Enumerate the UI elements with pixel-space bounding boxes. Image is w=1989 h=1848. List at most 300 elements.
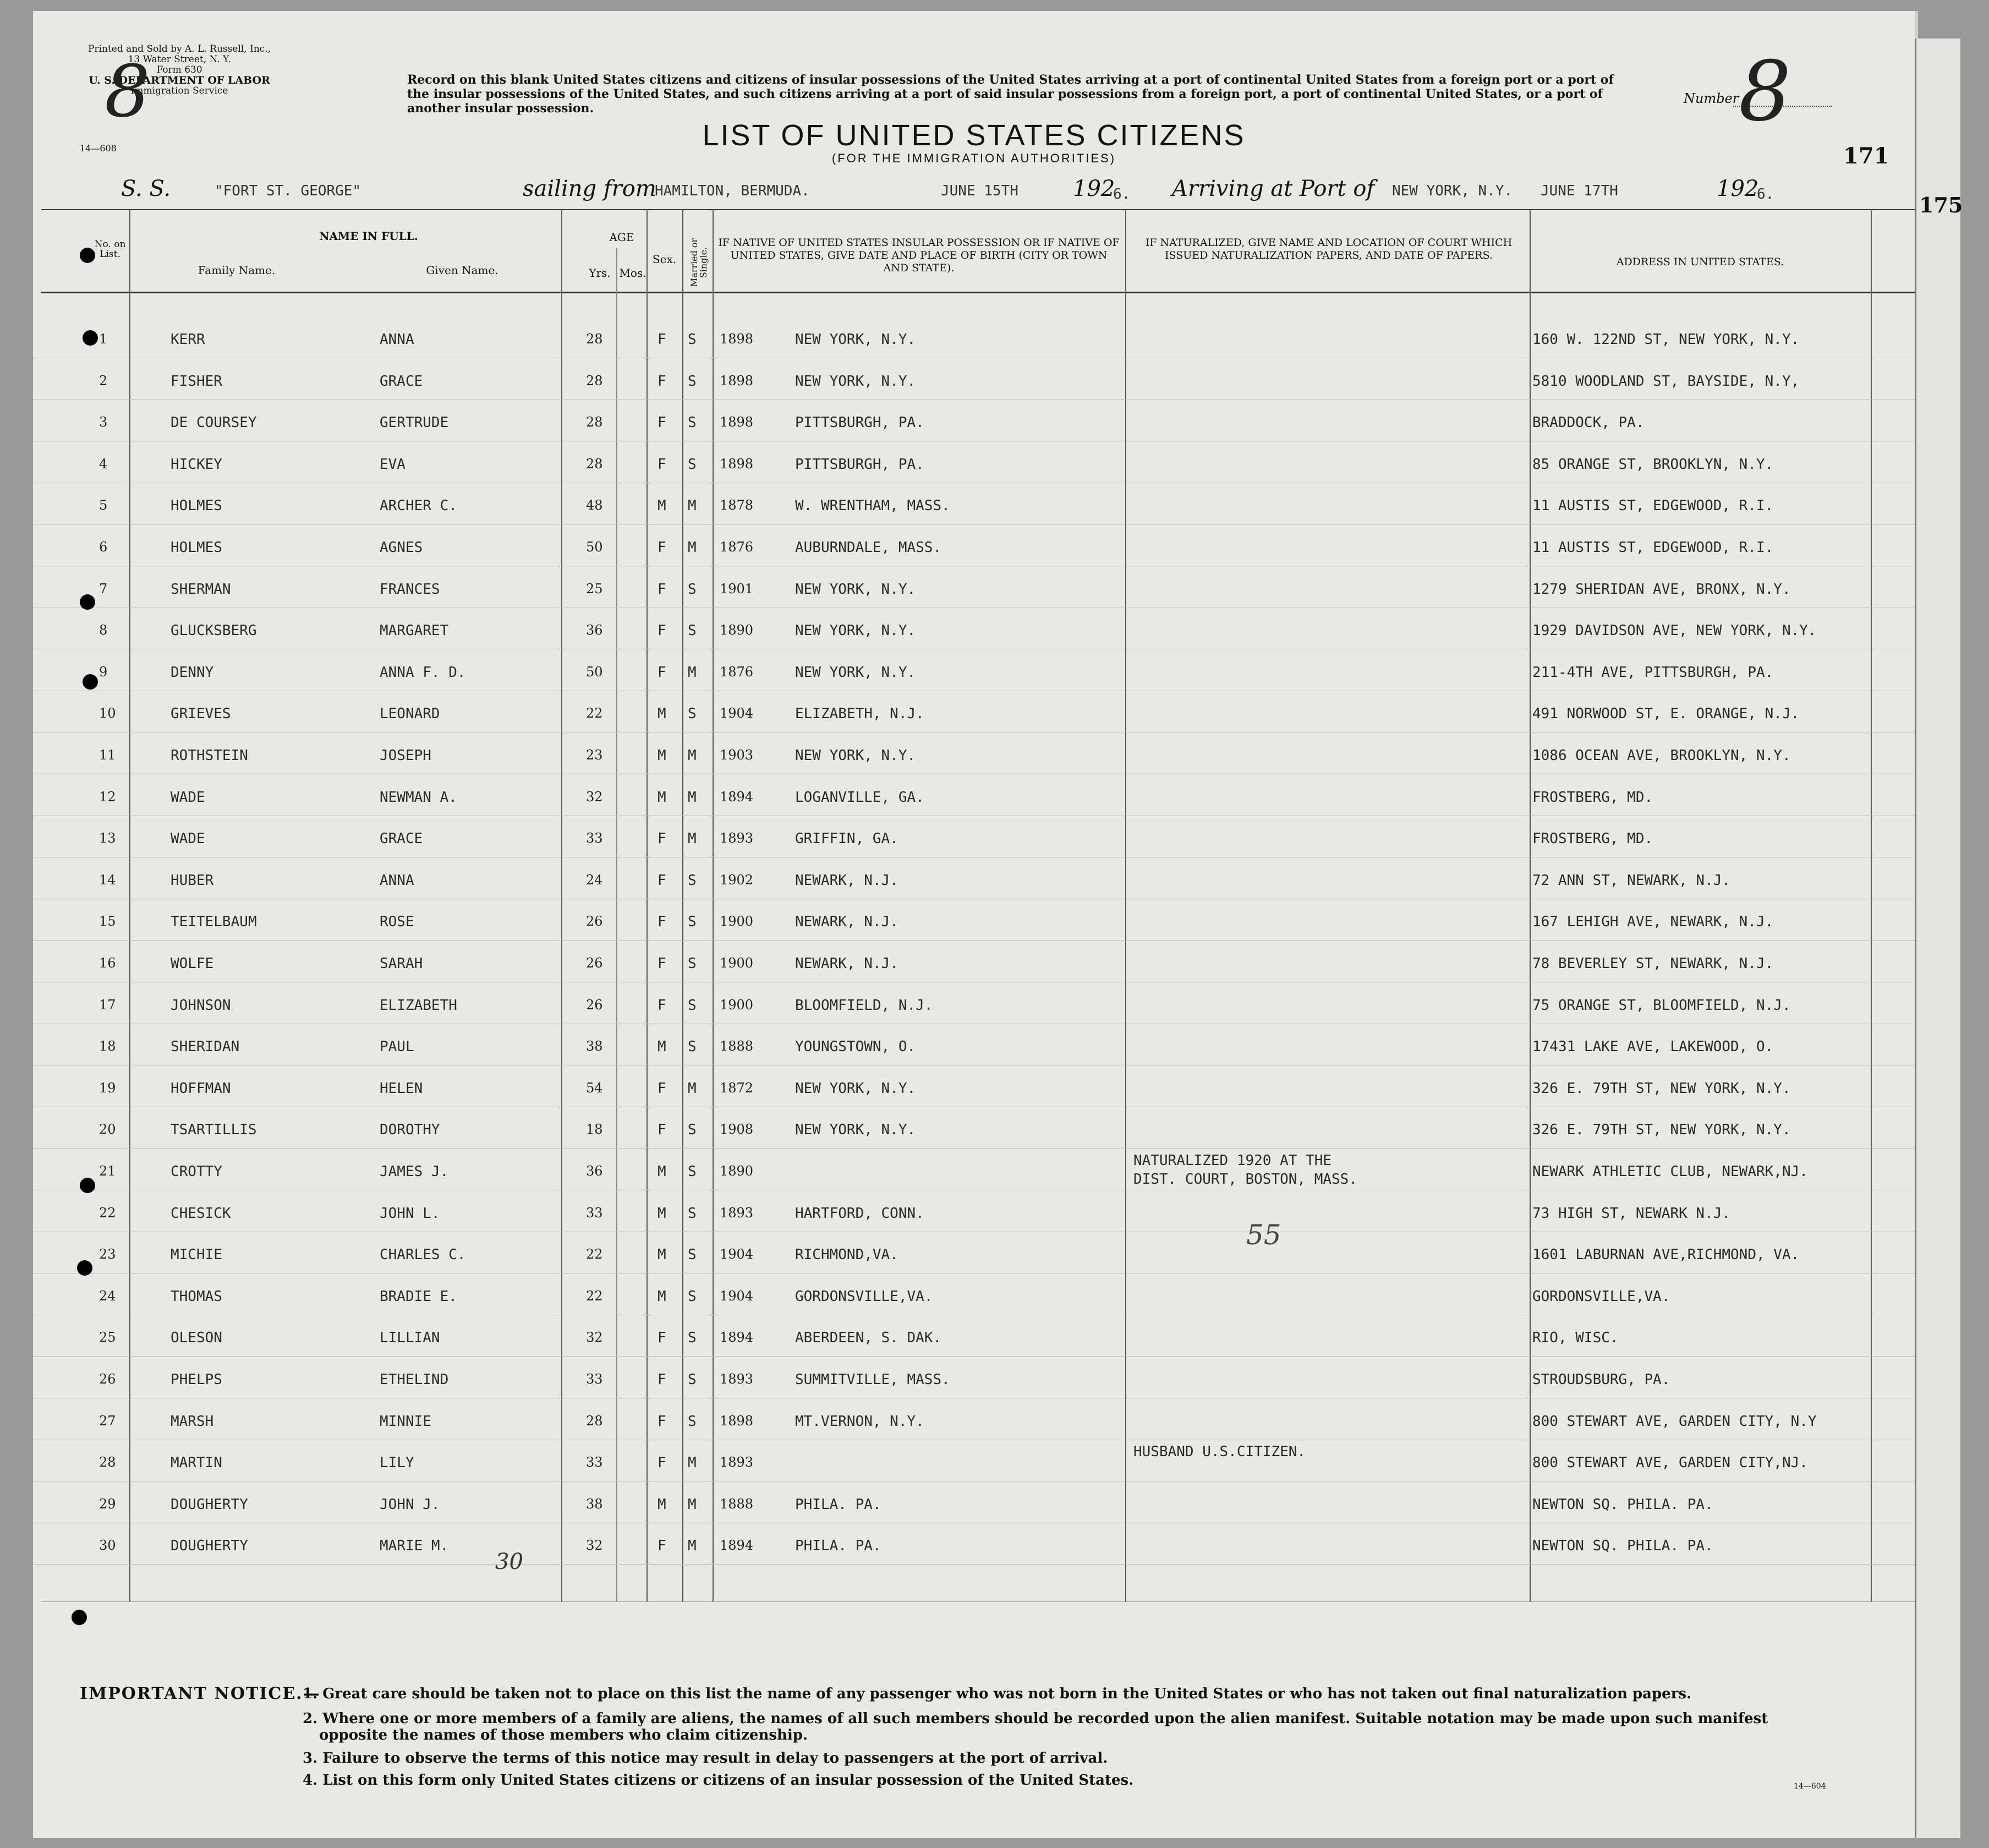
us-address: 5810 WOODLAND ST, BAYSIDE, N.Y, — [1532, 373, 1800, 390]
birth-year: 1894 — [720, 1330, 754, 1346]
us-address: 1086 OCEAN AVE, BROOKLYN, N.Y. — [1532, 747, 1791, 764]
table-row — [33, 901, 1915, 941]
us-address: 800 STEWART AVE, GARDEN CITY,NJ. — [1532, 1455, 1808, 1472]
given-name: JOHN J. — [380, 1496, 440, 1513]
age-years: 33 — [586, 830, 603, 846]
age-years: 32 — [586, 1330, 603, 1346]
family-name: HOLMES — [171, 497, 222, 515]
marital-status: S — [688, 1330, 697, 1347]
given-name: SARAH — [380, 955, 423, 972]
us-address: 17431 LAKE AVE, LAKEWOOD, O. — [1532, 1038, 1774, 1056]
sex: M — [657, 789, 666, 806]
us-address: FROSTBERG, MD. — [1532, 830, 1653, 848]
row-number: 19 — [99, 1080, 116, 1096]
table-row — [33, 1526, 1915, 1565]
us-address: 160 W. 122ND ST, NEW YORK, N.Y. — [1532, 331, 1800, 348]
us-address: NEWTON SQ. PHILA. PA. — [1532, 1538, 1713, 1555]
us-address: 326 E. 79TH ST, NEW YORK, N.Y. — [1532, 1122, 1791, 1139]
given-name: HELEN — [380, 1080, 423, 1097]
marital-status: S — [688, 373, 697, 390]
arrival-port: NEW YORK, N.Y. — [1392, 183, 1513, 199]
us-address: BRADDOCK, PA. — [1532, 414, 1645, 431]
us-address: 1929 DAVIDSON AVE, NEW YORK, N.Y. — [1532, 622, 1817, 639]
sex: F — [657, 1538, 666, 1555]
family-name: GRIEVES — [171, 706, 231, 723]
birth-place: MT.VERNON, N.Y. — [795, 1413, 924, 1430]
table-row — [33, 818, 1915, 857]
handwritten-tally: 30 — [495, 1549, 523, 1574]
given-name: MINNIE — [380, 1413, 431, 1430]
sex: F — [657, 456, 666, 473]
birth-year: 1872 — [720, 1080, 754, 1096]
col-header-no: No. on List. — [94, 239, 126, 260]
marital-status: S — [688, 1163, 697, 1180]
sex: M — [657, 747, 666, 764]
birth-place: BLOOMFIELD, N.J. — [795, 997, 933, 1014]
birth-year: 1894 — [720, 1538, 754, 1554]
col-header-sex: Sex. — [652, 253, 677, 266]
family-name: PHELPS — [171, 1371, 222, 1388]
birth-year: 1900 — [720, 914, 754, 930]
marital-status: S — [688, 955, 697, 972]
ss-label: S. S. — [121, 176, 171, 201]
col-header-birth: IF NATIVE OF UNITED STATES INSULAR POSSESSION OR IF NATIVE OF UNITED STATES, GIVE DATE AND PLACE OF BIRTH (CITY OR TOWN AND STATE). — [718, 237, 1120, 274]
given-name: ROSE — [380, 914, 414, 931]
age-years: 36 — [586, 1163, 603, 1179]
manifest-sheet — [33, 11, 1915, 1838]
birth-place: PHILA. PA. — [795, 1538, 881, 1555]
birth-place: PITTSBURGH, PA. — [795, 414, 924, 431]
us-address: 73 HIGH ST, NEWARK N.J. — [1532, 1205, 1731, 1222]
age-years: 28 — [586, 331, 603, 347]
naturalization-info: NATURALIZED 1920 AT THE DIST. COURT, BOSTON, MASS. — [1133, 1152, 1357, 1188]
birth-year: 1903 — [720, 747, 754, 763]
col-header-naturalized: IF NATURALIZED, GIVE NAME AND LOCATION OF COURT WHICH ISSUED NATURALIZATION PAPERS, AND DATE OF PAPERS. — [1145, 237, 1513, 261]
marital-status: S — [688, 706, 697, 723]
birth-place: NEW YORK, N.Y. — [795, 664, 916, 681]
header-bottom-rule — [41, 292, 1915, 293]
notice-item-1: 1. Great care should be taken not to place on this list the name of any passenger who was not born in the United States or who has not taken out final naturalization papers. — [303, 1686, 1692, 1702]
birth-place: NEW YORK, N.Y. — [795, 1080, 916, 1097]
marital-status: S — [688, 331, 697, 348]
marital-status: S — [688, 581, 697, 598]
us-address: RIO, WISC. — [1532, 1330, 1619, 1347]
sex: F — [657, 664, 666, 681]
age-years: 28 — [586, 373, 603, 389]
us-address: 11 AUSTIS ST, EDGEWOOD, R.I. — [1532, 539, 1774, 556]
table-row — [33, 1109, 1915, 1149]
sex: M — [657, 1288, 666, 1305]
printer-line: U. S. DEPARTMENT OF LABOR — [89, 74, 270, 86]
family-name: CROTTY — [171, 1163, 222, 1180]
departure-year-suffix: 6. — [1113, 186, 1131, 203]
sex: M — [657, 1163, 666, 1180]
birth-year: 1888 — [720, 1496, 754, 1512]
birth-year: 1876 — [720, 664, 754, 680]
birth-place: ABERDEEN, S. DAK. — [795, 1330, 942, 1347]
sex: F — [657, 331, 666, 348]
marital-status: M — [688, 539, 697, 556]
sex: F — [657, 1330, 666, 1347]
birth-year: 1904 — [720, 706, 754, 721]
family-name: CHESICK — [171, 1205, 231, 1222]
sex: M — [657, 1496, 666, 1513]
notice-item-2-cont: opposite the names of those members who claim citizenship. — [319, 1727, 808, 1743]
us-address: 75 ORANGE ST, BLOOMFIELD, N.J. — [1532, 997, 1791, 1014]
sex: F — [657, 955, 666, 972]
marital-status: M — [688, 1080, 697, 1097]
row-number: 20 — [99, 1122, 116, 1138]
row-number: 2 — [99, 373, 108, 389]
table-row — [33, 361, 1915, 400]
punch-hole — [80, 1178, 95, 1193]
sex: F — [657, 997, 666, 1014]
birth-year: 1898 — [720, 414, 754, 430]
birth-place: ELIZABETH, N.J. — [795, 706, 924, 723]
age-years: 26 — [586, 914, 603, 930]
marital-status: S — [688, 414, 697, 431]
family-name: FISHER — [171, 373, 222, 390]
us-address: 167 LEHIGH AVE, NEWARK, N.J. — [1532, 914, 1774, 931]
family-name: TSARTILLIS — [171, 1122, 257, 1139]
family-name: SHERMAN — [171, 581, 231, 598]
row-number: 27 — [99, 1413, 116, 1429]
birth-year: 1898 — [720, 331, 754, 347]
table-row — [33, 943, 1915, 982]
age-years: 28 — [586, 456, 603, 472]
row-number: 28 — [99, 1455, 116, 1470]
table-row — [33, 1442, 1915, 1481]
table-row — [33, 1193, 1915, 1232]
given-name: LILY — [380, 1455, 414, 1472]
family-name: WOLFE — [171, 955, 214, 972]
sex: F — [657, 1413, 666, 1430]
header-top-rule — [41, 209, 1915, 210]
given-name: MARIE M. — [380, 1538, 449, 1555]
family-name: KERR — [171, 331, 205, 348]
sex: F — [657, 581, 666, 598]
age-years: 18 — [586, 1122, 603, 1138]
age-years: 32 — [586, 789, 603, 805]
age-years: 28 — [586, 1413, 603, 1429]
us-address: STROUDSBURG, PA. — [1532, 1371, 1670, 1388]
marital-status: S — [688, 1122, 697, 1139]
given-name: MARGARET — [380, 622, 449, 639]
birth-year: 1900 — [720, 955, 754, 971]
table-row — [33, 985, 1915, 1024]
row-number: 6 — [99, 539, 108, 555]
row-number: 7 — [99, 581, 108, 597]
sex: F — [657, 1371, 666, 1388]
table-row — [33, 1317, 1915, 1357]
family-name: SHERIDAN — [171, 1038, 240, 1056]
birth-place: NEW YORK, N.Y. — [795, 373, 916, 390]
marital-status: S — [688, 1413, 697, 1430]
table-row — [33, 1401, 1915, 1440]
age-years: 25 — [586, 581, 603, 597]
family-name: OLESON — [171, 1330, 222, 1347]
row-number: 18 — [99, 1038, 116, 1054]
birth-year: 1893 — [720, 1205, 754, 1221]
given-name: ANNA F. D. — [380, 664, 466, 681]
table-row — [33, 1359, 1915, 1398]
birth-place: HARTFORD, CONN. — [795, 1205, 924, 1222]
age-years: 33 — [586, 1371, 603, 1387]
form-code: 14—608 — [80, 143, 117, 154]
birth-place: NEW YORK, N.Y. — [795, 622, 916, 639]
table-row — [33, 610, 1915, 649]
marital-status: M — [688, 830, 697, 848]
table-row — [33, 652, 1915, 691]
birth-year: 1904 — [720, 1288, 754, 1304]
age-years: 38 — [586, 1038, 603, 1054]
family-name: HUBER — [171, 872, 214, 889]
table-row — [33, 1026, 1915, 1065]
birth-place: YOUNGSTOWN, O. — [795, 1038, 916, 1056]
col-header-mos: Mos. — [619, 266, 646, 280]
birth-year: 1893 — [720, 1371, 754, 1387]
row-number: 4 — [99, 456, 108, 472]
age-years: 24 — [586, 872, 603, 888]
birth-place: AUBURNDALE, MASS. — [795, 539, 942, 556]
family-name: HOFFMAN — [171, 1080, 231, 1097]
age-years: 22 — [586, 1246, 603, 1262]
family-name: TEITELBAUM — [171, 914, 257, 931]
sex: M — [657, 497, 666, 515]
age-years: 33 — [586, 1205, 603, 1221]
row-number: 29 — [99, 1496, 116, 1512]
us-address: 1601 LABURNAN AVE,RICHMOND, VA. — [1532, 1246, 1800, 1264]
sex: F — [657, 830, 666, 848]
table-row — [33, 735, 1915, 774]
row-number: 23 — [99, 1246, 116, 1262]
row-number: 10 — [99, 706, 116, 721]
table-row — [33, 1276, 1915, 1315]
given-name: ANNA — [380, 331, 414, 348]
given-name: ARCHER C. — [380, 497, 457, 515]
birth-year: 1894 — [720, 789, 754, 805]
birth-place: LOGANVILLE, GA. — [795, 789, 924, 806]
given-name: DOROTHY — [380, 1122, 440, 1139]
birth-place: NEWARK, N.J. — [795, 955, 898, 972]
us-address: 326 E. 79TH ST, NEW YORK, N.Y. — [1532, 1080, 1791, 1097]
row-number: 3 — [99, 414, 108, 430]
given-name: ANNA — [380, 872, 414, 889]
given-name: ELIZABETH — [380, 997, 457, 1014]
number-label: Number — [1684, 91, 1739, 106]
given-name: CHARLES C. — [380, 1246, 466, 1264]
footer-form-code: 14—604 — [1794, 1782, 1826, 1791]
birth-place: RICHMOND,VA. — [795, 1246, 898, 1264]
marital-status: M — [688, 1455, 697, 1472]
table-bottom-rule — [41, 1601, 1915, 1602]
row-number: 24 — [99, 1288, 116, 1304]
given-name: PAUL — [380, 1038, 414, 1056]
birth-year: 1898 — [720, 373, 754, 389]
birth-place: NEWARK, N.J. — [795, 872, 898, 889]
marital-status: S — [688, 622, 697, 639]
printer-line: Immigration Service — [130, 85, 228, 96]
us-address: 72 ANN ST, NEWARK, N.J. — [1532, 872, 1731, 889]
age-years: 23 — [586, 747, 603, 763]
departure-year-prefix: 192 — [1073, 176, 1115, 201]
row-number: 30 — [99, 1538, 116, 1554]
sex: M — [657, 1038, 666, 1056]
arrival-year-suffix: 6. — [1757, 186, 1774, 203]
marital-status: S — [688, 456, 697, 473]
age-years: 26 — [586, 955, 603, 971]
row-number: 21 — [99, 1163, 116, 1179]
family-name: DENNY — [171, 664, 214, 681]
marital-status: S — [688, 914, 697, 931]
birth-year: 1890 — [720, 622, 754, 638]
family-name: GLUCKSBERG — [171, 622, 257, 639]
us-address: NEWARK ATHLETIC CLUB, NEWARK,NJ. — [1532, 1163, 1808, 1180]
age-years: 32 — [586, 1538, 603, 1554]
notice-item-2: 2. Where one or more members of a family are aliens, the names of all such members should be recorded upon the alien manifest. Suitable notation may be made upon such manifest — [303, 1710, 1768, 1727]
given-name: ETHELIND — [380, 1371, 449, 1388]
birth-year: 1888 — [720, 1038, 754, 1054]
row-number: 12 — [99, 789, 116, 805]
given-name: NEWMAN A. — [380, 789, 457, 806]
naturalization-info: HUSBAND U.S.CITIZEN. — [1133, 1444, 1306, 1461]
table-row — [33, 319, 1915, 358]
family-name: DOUGHERTY — [171, 1496, 248, 1513]
row-number: 13 — [99, 830, 116, 846]
row-number: 11 — [99, 747, 116, 763]
col-header-family: Family Name. — [198, 264, 276, 277]
family-name: HICKEY — [171, 456, 222, 473]
sex: F — [657, 1080, 666, 1097]
col-header-age: AGE — [609, 231, 634, 244]
birth-year: 1893 — [720, 830, 754, 846]
birth-place: NEWARK, N.J. — [795, 914, 898, 931]
family-name: MARSH — [171, 1413, 214, 1430]
family-name: WADE — [171, 830, 205, 848]
col-header-given: Given Name. — [426, 264, 498, 277]
marital-status: S — [688, 1371, 697, 1388]
row-number: 14 — [99, 872, 116, 888]
family-name: MARTIN — [171, 1455, 222, 1472]
birth-year: 1901 — [720, 581, 754, 597]
notice-item-3: 3. Failure to observe the terms of this notice may result in delay to passengers at the port of arrival. — [303, 1750, 1108, 1767]
sex: M — [657, 1246, 666, 1264]
age-years: 36 — [586, 622, 603, 638]
page-title: LIST OF UNITED STATES CITIZENS — [702, 119, 1246, 152]
given-name: JAMES J. — [380, 1163, 449, 1180]
row-number: 17 — [99, 997, 116, 1013]
departure-port: HAMILTON, BERMUDA. — [655, 183, 810, 199]
sex: F — [657, 539, 666, 556]
us-address: 78 BEVERLEY ST, NEWARK, N.J. — [1532, 955, 1774, 972]
birth-year: 1878 — [720, 497, 754, 513]
table-row — [33, 1068, 1915, 1107]
us-address: 800 STEWART AVE, GARDEN CITY, N.Y — [1532, 1413, 1817, 1430]
birth-place: NEW YORK, N.Y. — [795, 1122, 916, 1139]
birth-place: PHILA. PA. — [795, 1496, 881, 1513]
marital-status: M — [688, 789, 697, 806]
arriving-label: Arriving at Port of — [1172, 176, 1375, 201]
birth-place: GORDONSVILLE,VA. — [795, 1288, 933, 1305]
table-row — [33, 527, 1915, 566]
table-row — [33, 777, 1915, 816]
given-name: GRACE — [380, 830, 423, 848]
table-row — [33, 693, 1915, 732]
family-name: DE COURSEY — [171, 414, 257, 431]
birth-place: W. WRENTHAM, MASS. — [795, 497, 950, 515]
us-address: 1279 SHERIDAN AVE, BRONX, N.Y. — [1532, 581, 1791, 598]
marital-status: S — [688, 1205, 697, 1222]
sex: F — [657, 622, 666, 639]
marital-status: M — [688, 1538, 697, 1555]
us-address: 85 ORANGE ST, BROOKLYN, N.Y. — [1532, 456, 1774, 473]
family-name: MICHIE — [171, 1246, 222, 1264]
age-years: 54 — [586, 1080, 603, 1096]
sex: F — [657, 414, 666, 431]
row-number: 8 — [99, 622, 108, 638]
sex: F — [657, 872, 666, 889]
given-name: BRADIE E. — [380, 1288, 457, 1305]
us-address: FROSTBERG, MD. — [1532, 789, 1653, 806]
family-name: HOLMES — [171, 539, 222, 556]
arrival-year-prefix: 192 — [1717, 176, 1759, 201]
punch-hole — [80, 594, 95, 610]
us-address: GORDONSVILLE,VA. — [1532, 1288, 1670, 1305]
sex: F — [657, 1122, 666, 1139]
col-header-address: ADDRESS IN UNITED STATES. — [1616, 256, 1784, 268]
marital-status: S — [688, 1288, 697, 1305]
given-name: JOSEPH — [380, 747, 431, 764]
notice-label: IMPORTANT NOTICE.— — [80, 1684, 321, 1703]
given-name: GRACE — [380, 373, 423, 390]
given-name: LILLIAN — [380, 1330, 440, 1347]
handwritten-number: 8 — [1739, 44, 1791, 140]
given-name: LEONARD — [380, 706, 440, 723]
age-years: 22 — [586, 706, 603, 721]
given-name: GERTRUDE — [380, 414, 449, 431]
age-years: 22 — [586, 1288, 603, 1304]
table-row — [33, 1151, 1915, 1190]
sex: F — [657, 373, 666, 390]
sex: F — [657, 1455, 666, 1472]
age-years: 38 — [586, 1496, 603, 1512]
us-address: 211-4TH AVE, PITTSBURGH, PA. — [1532, 664, 1774, 681]
family-name: WADE — [171, 789, 205, 806]
row-number: 25 — [99, 1330, 116, 1346]
marital-status: S — [688, 997, 697, 1014]
row-number: 1 — [99, 331, 108, 347]
handwritten-mark: 55 — [1246, 1219, 1281, 1251]
birth-year: 1902 — [720, 872, 754, 888]
marital-status: S — [688, 1246, 697, 1264]
birth-place: NEW YORK, N.Y. — [795, 581, 916, 598]
age-years: 50 — [586, 539, 603, 555]
page-subtitle: (FOR THE IMMIGRATION AUTHORITIES) — [831, 151, 1116, 165]
family-name: JOHNSON — [171, 997, 231, 1014]
marital-status: S — [688, 872, 697, 889]
birth-year: 1900 — [720, 997, 754, 1013]
given-name: FRANCES — [380, 581, 440, 598]
given-name: JOHN L. — [380, 1205, 440, 1222]
col-header-name: NAME IN FULL. — [319, 229, 418, 243]
sex: F — [657, 914, 666, 931]
birth-place: NEW YORK, N.Y. — [795, 331, 916, 348]
age-years: 48 — [586, 497, 603, 513]
birth-year: 1890 — [720, 1163, 754, 1179]
birth-year: 1898 — [720, 456, 754, 472]
stamp-number: 175 — [1919, 193, 1963, 217]
marital-status: M — [688, 1496, 697, 1513]
